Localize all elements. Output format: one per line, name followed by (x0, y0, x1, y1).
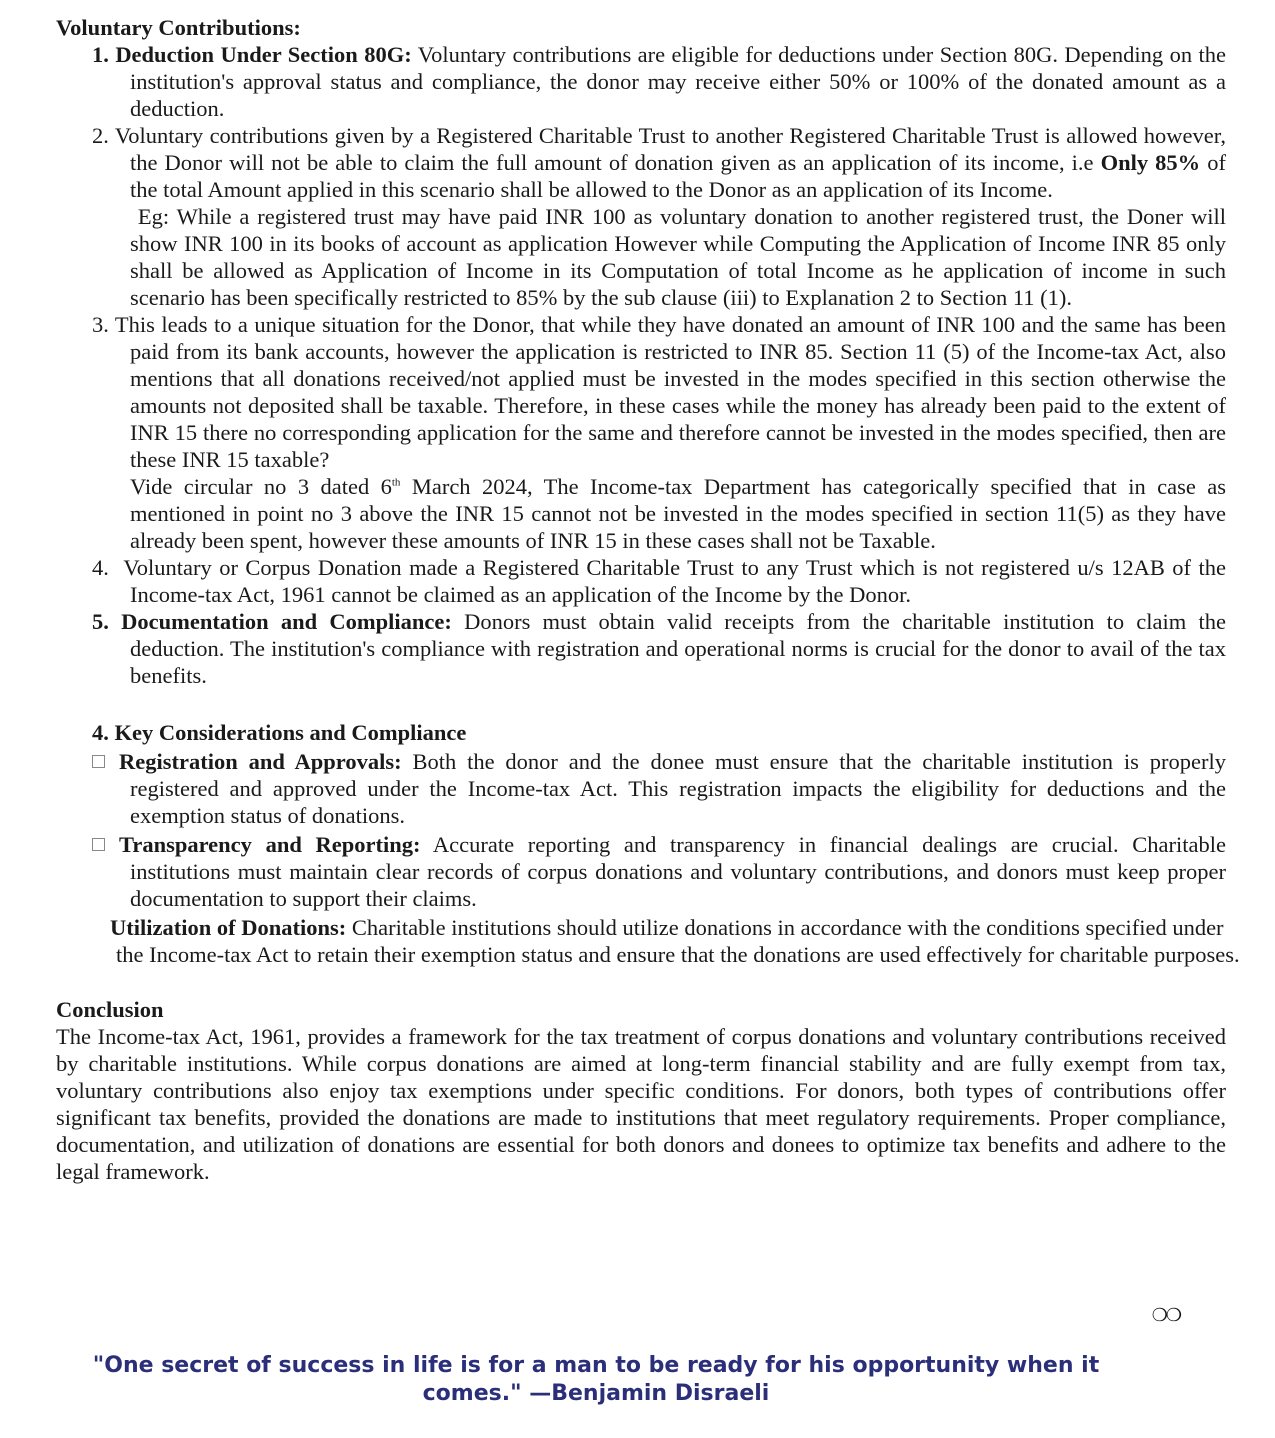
spacer (56, 968, 1226, 996)
item-number: 3. (92, 312, 109, 337)
list-item-2-example: Eg: While a registered trust may have paid INR 100 as voluntary donation to another registered trust, the Doner will show INR 100 in its books of account as application However while Computing the Application of Income INR 85 only shall be allowed as Application of Income in its Computation of total Income as he application of income in such scenario has been specifically restricted to 85% by the sub clause (iii) to Explanation 2 to Section 11 (1). (130, 204, 1232, 310)
item-number: 5. (92, 609, 109, 634)
end-ornament-icon: ❍❍ (1151, 1305, 1180, 1326)
bullet-text: Both the donor and the donee must ensure that the charitable institution is properly registered and approved under the Income-tax Act. This registration impacts the eligibility for deductions and the exemption status of donations. (130, 749, 1226, 828)
spacer (56, 689, 1226, 719)
list-item-3-circular (56, 473, 1226, 554)
item-text: Voluntary contributions given by a Registered Charitable Trust to another Registered Charitable Trust is allowed however, the Donor will not be able to claim the full amount of donation given as an application of its income, i.e (108, 123, 1226, 175)
voluntary-contributions-list (56, 41, 1232, 689)
list-item-2 (56, 122, 1226, 203)
item-number: 4. (92, 555, 109, 580)
conclusion-heading: Conclusion (56, 997, 164, 1022)
utilization-lead: Utilization of Donations: (110, 915, 347, 940)
list-item-4 (56, 554, 1232, 608)
section-heading-key-considerations: 4. Key Considerations and Compliance (92, 720, 467, 745)
checkbox-bullet-icon (92, 838, 105, 851)
section-heading-voluntary-contributions: Voluntary Contributions: (56, 15, 301, 40)
bullet-text: Accurate reporting and transparency in financial dealings are crucial. Charitable institutions must maintain clear records of corpus donations and voluntary contributions, and donors must keep proper documentation to support their claims. (130, 832, 1227, 911)
list-item-3 (56, 311, 1226, 473)
item-lead: Deduction Under Section 80G: (115, 42, 412, 67)
ordinal-suffix: th (391, 476, 401, 489)
conclusion-paragraph: The Income-tax Act, 1961, provides a framework for the tax treatment of corpus donations and voluntary contributions received by charitable institutions. While corpus donations are aimed at long-term financial stability and are fully exempt from tax, voluntary contributions also enjoy tax exemptions under specific conditions. For donors, both types of contributions offer significant tax benefits, provided the donations are made to institutions that meet regulatory requirements. Proper compliance, documentation, and utilization of donations are essential for both donors and donees to optimize tax benefits and adhere to the legal framework. (56, 1024, 1226, 1184)
item-lead: Documentation and Compliance: (121, 609, 452, 634)
item-text: This leads to a unique situation for the Donor, that while they have donated an amount of INR 100 and the same has been paid from its bank accounts, however the application is restricted to INR 85. Section 11 (5) of the Income-tax Act, also mentions that all donations received/not applied must be invested in the modes specified in this section otherwise the amounts not deposited shall be taxable. Therefore, in these cases while the money has already been paid to the extent of INR 15 there no corresponding application for the same and therefore cannot be invested in the modes specified, then are these INR 15 taxable? (108, 312, 1226, 472)
item-text: of the total Amount applied in this scenario shall be allowed to the Donor as an application of its Income. (130, 150, 1226, 202)
item-number: 2. (92, 123, 109, 148)
bullet-item-registration (56, 748, 1226, 829)
utilization-text: Charitable institutions should utilize donations in accordance with the conditions specified under the Income-tax Act to retain their exemption status and ensure that the donations are used effectively for charitable purposes. (116, 915, 1240, 967)
list-item-1 (56, 41, 1226, 122)
item-number: 1. (92, 42, 109, 67)
list-item-5 (56, 608, 1226, 689)
bullet-lead: Transparency and Reporting: (119, 832, 421, 857)
item-text: Voluntary contributions are eligible for deductions under Section 80G. Depending on the institution's approval status and compliance, the donor may receive either 50% or 100% of the donated amount as a deduction. (130, 42, 1226, 121)
document-page (56, 14, 1240, 1185)
bullet-item-transparency (56, 831, 1226, 912)
item-text: Voluntary or Corpus Donation made a Registered Charitable Trust to any Trust which is not registered u/s 12AB of the Income-tax Act, 1961 cannot be claimed as an application of the Income by the Donor. (108, 555, 1232, 607)
quote: "One secret of success in life is for a man to be ready for his opportunity when it comes." —Benjamin Disraeli (92, 1353, 1100, 1406)
circular-text: March 2024, The Income-tax Department has categorically specified that in case as mentioned in point no 3 above the INR 15 cannot not be invested in the modes specified in section 11(5) as they have already been spent, however these amounts of INR 15 in these cases shall not be Taxable. (130, 474, 1226, 553)
key-considerations-list (56, 748, 1226, 912)
item-bold-text: Only 85% (1100, 150, 1201, 175)
item-text: Donors must obtain valid receipts from the charitable institution to claim the deduction. The institution's compliance with registration and operational norms is crucial for the donor to avail of the tax benefits. (130, 609, 1226, 688)
utilization-paragraph (56, 914, 1256, 968)
bullet-lead: Registration and Approvals: (119, 749, 402, 774)
checkbox-bullet-icon (92, 755, 105, 768)
circular-text: Vide circular no 3 dated 6 (130, 474, 392, 499)
